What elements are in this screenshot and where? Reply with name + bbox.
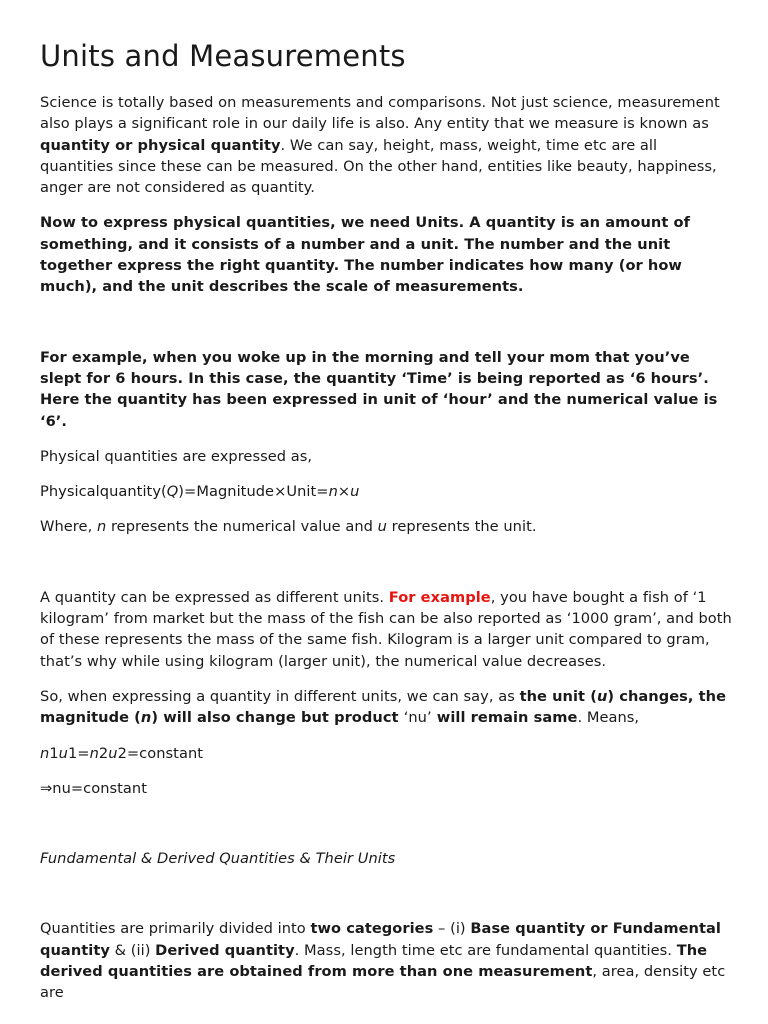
bold-phrase: Derived quantity	[155, 941, 295, 959]
example-link[interactable]: For example	[388, 588, 491, 606]
text-span: 1	[49, 744, 59, 762]
italic-heading: Fundamental & Derived Quantities & Their Units	[40, 850, 396, 868]
math-var: u	[108, 744, 118, 762]
text-span: Where,	[40, 518, 97, 536]
text-span: & (ii)	[109, 941, 156, 959]
text-span: ) changes, the magnitude (	[40, 687, 727, 727]
math-var: u	[58, 744, 68, 762]
math-var: n	[328, 483, 338, 501]
bold-phrase: will remain same	[431, 709, 578, 727]
text-span: Quantities are primarily divided into	[40, 920, 311, 938]
text-span: 2=constant	[117, 744, 204, 762]
paragraph-product	[40, 686, 732, 729]
paragraph-categories	[40, 918, 732, 1003]
math-var: n	[96, 518, 107, 536]
math-var: Q	[166, 483, 179, 501]
math-var: u	[350, 483, 360, 501]
bold-phrase: two categories	[310, 920, 434, 938]
text-span: the unit (	[519, 687, 597, 705]
math-var: n	[140, 709, 152, 727]
text-span: . We can say, height, mass, weight, time etc are all quantities since these can be measured. On the other hand, entities like beauty, happiness, anger are not considered as quantity.	[40, 136, 717, 197]
spacer	[40, 813, 732, 848]
spacer	[40, 552, 732, 587]
paragraph-units	[40, 212, 732, 297]
text-span: represents the unit.	[386, 518, 537, 536]
paragraph-expressed: Physical quantities are expressed as,	[40, 447, 313, 465]
text-span: , area, density etc are	[40, 963, 726, 1002]
text-span: ×	[337, 483, 351, 501]
spacer	[40, 312, 732, 347]
formula-quantity	[40, 481, 732, 502]
paragraph-example	[40, 347, 732, 432]
text-span: 1=	[67, 744, 90, 762]
math-var: u	[377, 518, 387, 536]
text-span: – (i)	[433, 920, 471, 938]
text-span: Science is totally based on measurements and comparisons. Not just science, measurement also plays a significant role in our daily life is also. Any entity that we measure is known as	[40, 94, 720, 133]
paragraph-where	[40, 516, 732, 537]
text-span: ) will also change but product	[151, 709, 404, 727]
bold-paragraph: Now to express physical quantities, we need Units. A quantity is an amount of something, and it consists of a number and a unit. The number and the unit together express the right quantity. The number indicates how many (or how much), and the unit describes the scale of measurements.	[40, 214, 690, 296]
text-span: A quantity can be expressed as different units.	[40, 588, 389, 606]
page-title: Units and Measurements	[40, 39, 406, 73]
text-span: Physicalquantity(	[40, 483, 167, 501]
text-span: represents the numerical value and	[106, 518, 378, 536]
text-span: , you have bought a fish of ‘1 kilogram’ from market but the mass of the fish can be also reported as ‘1000 gram’, and both of these represents the mass of the same fish. Kilogram is a larger unit compared to gram, that’s why while using kilogram (larger unit), the numerical value decreases.	[40, 588, 732, 670]
paragraph-intro	[40, 92, 732, 198]
bold-paragraph: For example, when you woke up in the morning and tell your mom that you’ve slept for 6 hours. In this case, the quantity ‘Time’ is being reported as ‘6 hours’. Here the quantity has been expressed in unit of ‘hour’ and the numerical value is ‘6’.	[40, 348, 718, 430]
text-span: So, when expressing a quantity in different units, we can say, as	[40, 687, 520, 705]
bold-phrase: The derived quantities are obtained from more than one measurement	[40, 941, 708, 981]
formula-constant	[40, 743, 732, 764]
bold-term: quantity or physical quantity	[40, 136, 281, 154]
text-span: ‘nu’	[403, 709, 432, 727]
math-var: u	[596, 687, 608, 705]
paragraph-different-units	[40, 587, 732, 672]
text-span: . Means,	[577, 709, 640, 727]
spacer	[40, 883, 732, 918]
math-var: n	[40, 744, 50, 762]
section-subheading	[40, 848, 732, 869]
text-span: )=Magnitude×Unit=	[178, 483, 329, 501]
math-var: n	[89, 744, 99, 762]
formula-implies: ⇒nu=constant	[40, 779, 147, 797]
text-span: 2	[98, 744, 109, 762]
text-span: . Mass, length time etc are fundamental quantities.	[294, 941, 677, 959]
bold-phrase: Base quantity or Fundamental quantity	[40, 920, 721, 959]
